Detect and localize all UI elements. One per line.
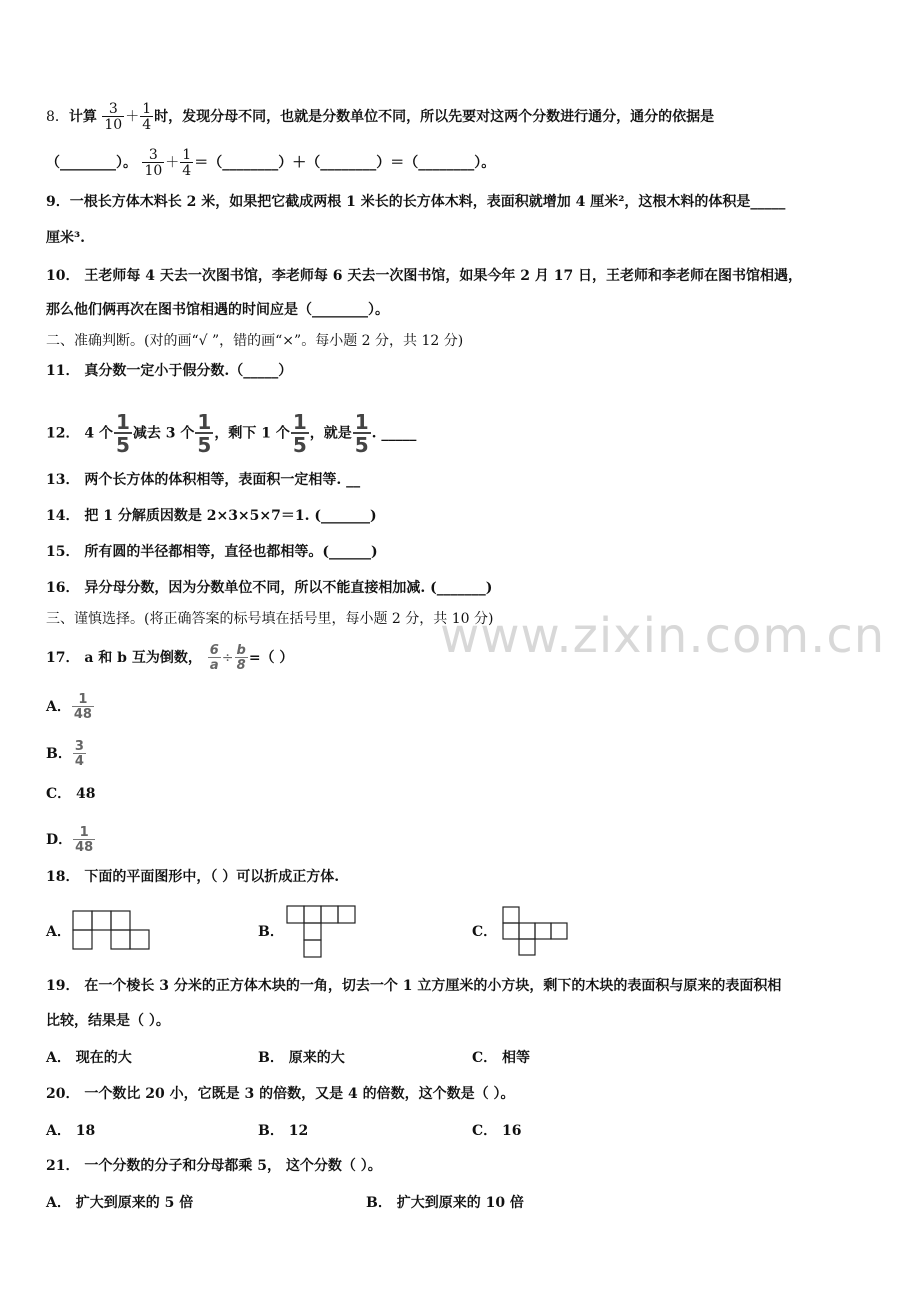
q12-fraction-1-5 — [353, 412, 371, 455]
q17-text-a: 17． a 和 b 互为倒数， — [46, 650, 202, 666]
q17-text-b: =（ ） — [248, 650, 294, 666]
section-2-heading: 二、准确判断。(对的画“√ ”，错的画“×”。每小题 2 分，共 12 分) — [46, 333, 464, 349]
q19-option-a[interactable]: A． 现在的大 — [46, 1050, 132, 1066]
q8-text-a: 计算 — [68, 109, 97, 125]
fraction-denominator: 5 — [292, 433, 307, 457]
fraction-numerator: 1 — [292, 410, 307, 434]
option-label: B． — [46, 746, 72, 762]
fraction-denominator: 4 — [142, 117, 152, 133]
q12-fraction-1-5 — [195, 412, 213, 455]
plus-sign: ＋ — [165, 155, 180, 171]
question-11: 11． 真分数一定小于假分数.（_____） — [46, 363, 293, 379]
q17-option-b[interactable] — [46, 740, 87, 768]
fraction-denominator: 10 — [104, 117, 123, 133]
question-17 — [46, 644, 293, 672]
question-15: 15． 所有圆的半径都相等，直径也都相等。(______) — [46, 544, 378, 560]
fraction-numerator: 3 — [108, 101, 118, 117]
question-9-line-1: 9．一根长方体木料长 2 米，如果把它截成两根 1 米长的长方体木料，表面积就增加 4 厘米²，这根木料的体积是_____ — [46, 194, 786, 210]
fraction-numerator: 3 — [74, 739, 84, 754]
q12-fraction-1-5 — [114, 412, 132, 455]
fraction-denominator: 8 — [235, 657, 248, 672]
option-fraction — [73, 826, 95, 854]
option-label: A． — [46, 699, 71, 715]
question-9-line-2: 厘米³. — [46, 230, 86, 246]
fraction-denominator: 5 — [115, 433, 130, 457]
fraction-denominator: 4 — [74, 754, 84, 769]
q18-option-a-label[interactable]: A． — [46, 924, 71, 940]
q12-text-c: ，剩下 1 个 — [214, 425, 290, 442]
option-fraction — [72, 693, 94, 721]
q21-option-a[interactable]: A． 扩大到原来的 5 倍 — [46, 1195, 194, 1211]
fraction-denominator: 5 — [197, 433, 212, 457]
fraction-denominator: 4 — [182, 163, 192, 179]
q21-option-b[interactable]: B． 扩大到原来的 10 倍 — [366, 1195, 524, 1211]
q8-fraction-3-10 — [102, 102, 124, 132]
question-8-line-2 — [46, 148, 495, 178]
question-13: 13． 两个长方体的体积相等，表面积一定相等. __ — [46, 472, 361, 488]
q8-equation-blanks: ＝（________）＋（________）＝（________）。 — [194, 155, 496, 171]
q8-fraction-1-4 — [140, 102, 153, 132]
q8-fraction-3-10 — [142, 148, 164, 178]
q17-option-d[interactable] — [46, 826, 96, 854]
question-14: 14． 把 1 分解质因数是 2×3×5×7＝1. (_______) — [46, 508, 377, 524]
q17-option-a[interactable] — [46, 693, 95, 721]
question-10-line-2: 那么他们俩再次在图书馆相遇的时间应是（________）。 — [46, 302, 389, 318]
question-8-line-1 — [46, 102, 714, 132]
q20-option-b[interactable]: B． 12 — [258, 1123, 309, 1139]
watermark: www.zixin.com.cn — [440, 608, 886, 664]
fraction-numerator: 3 — [148, 147, 158, 163]
q12-text-e: . _____ — [371, 425, 417, 442]
q17-option-c[interactable]: C． 48 — [46, 786, 96, 802]
q8-fraction-1-4 — [180, 148, 193, 178]
question-16: 16． 异分母分数，因为分数单位不同，所以不能直接相加减. (_______) — [46, 580, 493, 596]
fraction-denominator: 10 — [144, 163, 163, 179]
q8-number: 8． — [46, 109, 69, 125]
q20-option-a[interactable]: A． 18 — [46, 1123, 96, 1139]
fraction-numerator: 1 — [354, 410, 369, 434]
q8-text-b: 时，发现分母不同，也就是分数单位不同，所以先要对这两个分数进行通分，通分的依据是 — [154, 109, 715, 125]
question-21: 21． 一个分数的分子和分母都乘 5， 这个分数（ ）。 — [46, 1158, 382, 1174]
q18-net-c — [502, 906, 574, 962]
plus-sign: ＋ — [125, 109, 140, 125]
fraction-denominator: 48 — [73, 707, 92, 722]
question-19-line-1: 19． 在一个棱长 3 分米的正方体木块的一角，切去一个 1 立方厘米的小方块，剩下的木块的表面积与原来的表面积相 — [46, 978, 782, 994]
fraction-denominator: 5 — [354, 433, 369, 457]
fraction-numerator: 1 — [197, 410, 212, 434]
divide-sign: ÷ — [221, 650, 234, 666]
question-19-line-2: 比较，结果是（ ）。 — [46, 1013, 170, 1029]
question-10-line-1: 10． 王老师每 4 天去一次图书馆，李老师每 6 天去一次图书馆，如果今年 2 月 17 日，王老师和李老师在图书馆相遇， — [46, 268, 803, 284]
q12-text-a: 12． 4 个 — [46, 425, 113, 442]
fraction-numerator: 1 — [142, 101, 152, 117]
q18-option-b-label[interactable]: B． — [258, 924, 284, 940]
question-18: 18． 下面的平面图形中，（ ）可以折成正方体. — [46, 869, 340, 885]
fraction-numerator: 1 — [78, 692, 88, 707]
q12-fraction-1-5 — [291, 412, 309, 455]
fraction-numerator: 6 — [209, 643, 219, 658]
q18-net-a — [72, 910, 152, 952]
question-12 — [46, 412, 416, 455]
question-20: 20． 一个数比 20 小，它既是 3 的倍数，又是 4 的倍数，这个数是（ ）。 — [46, 1086, 515, 1102]
q19-option-c[interactable]: C． 相等 — [472, 1050, 531, 1066]
fraction-numerator: b — [236, 643, 246, 658]
q17-fraction-6-a — [208, 644, 221, 672]
q20-option-c[interactable]: C． 16 — [472, 1123, 522, 1139]
q17-fraction-b-8 — [235, 644, 248, 672]
q19-option-b[interactable]: B． 原来的大 — [258, 1050, 345, 1066]
q18-option-c-label[interactable]: C． — [472, 924, 498, 940]
q12-text-d: ，就是 — [309, 425, 352, 442]
section-3-heading: 三、谨慎选择。(将正确答案的标号填在括号里，每小题 2 分，共 10 分) — [46, 611, 494, 627]
q8-blank-1: （________）。 — [46, 155, 137, 171]
option-fraction — [73, 740, 86, 768]
q12-text-b: 减去 3 个 — [132, 425, 195, 442]
fraction-numerator: 1 — [115, 410, 130, 434]
q18-net-b — [286, 905, 358, 961]
fraction-numerator: 1 — [182, 147, 192, 163]
option-label: D． — [46, 832, 73, 848]
fraction-denominator: a — [208, 657, 221, 672]
fraction-numerator: 1 — [79, 825, 89, 840]
fraction-denominator: 48 — [75, 840, 94, 855]
